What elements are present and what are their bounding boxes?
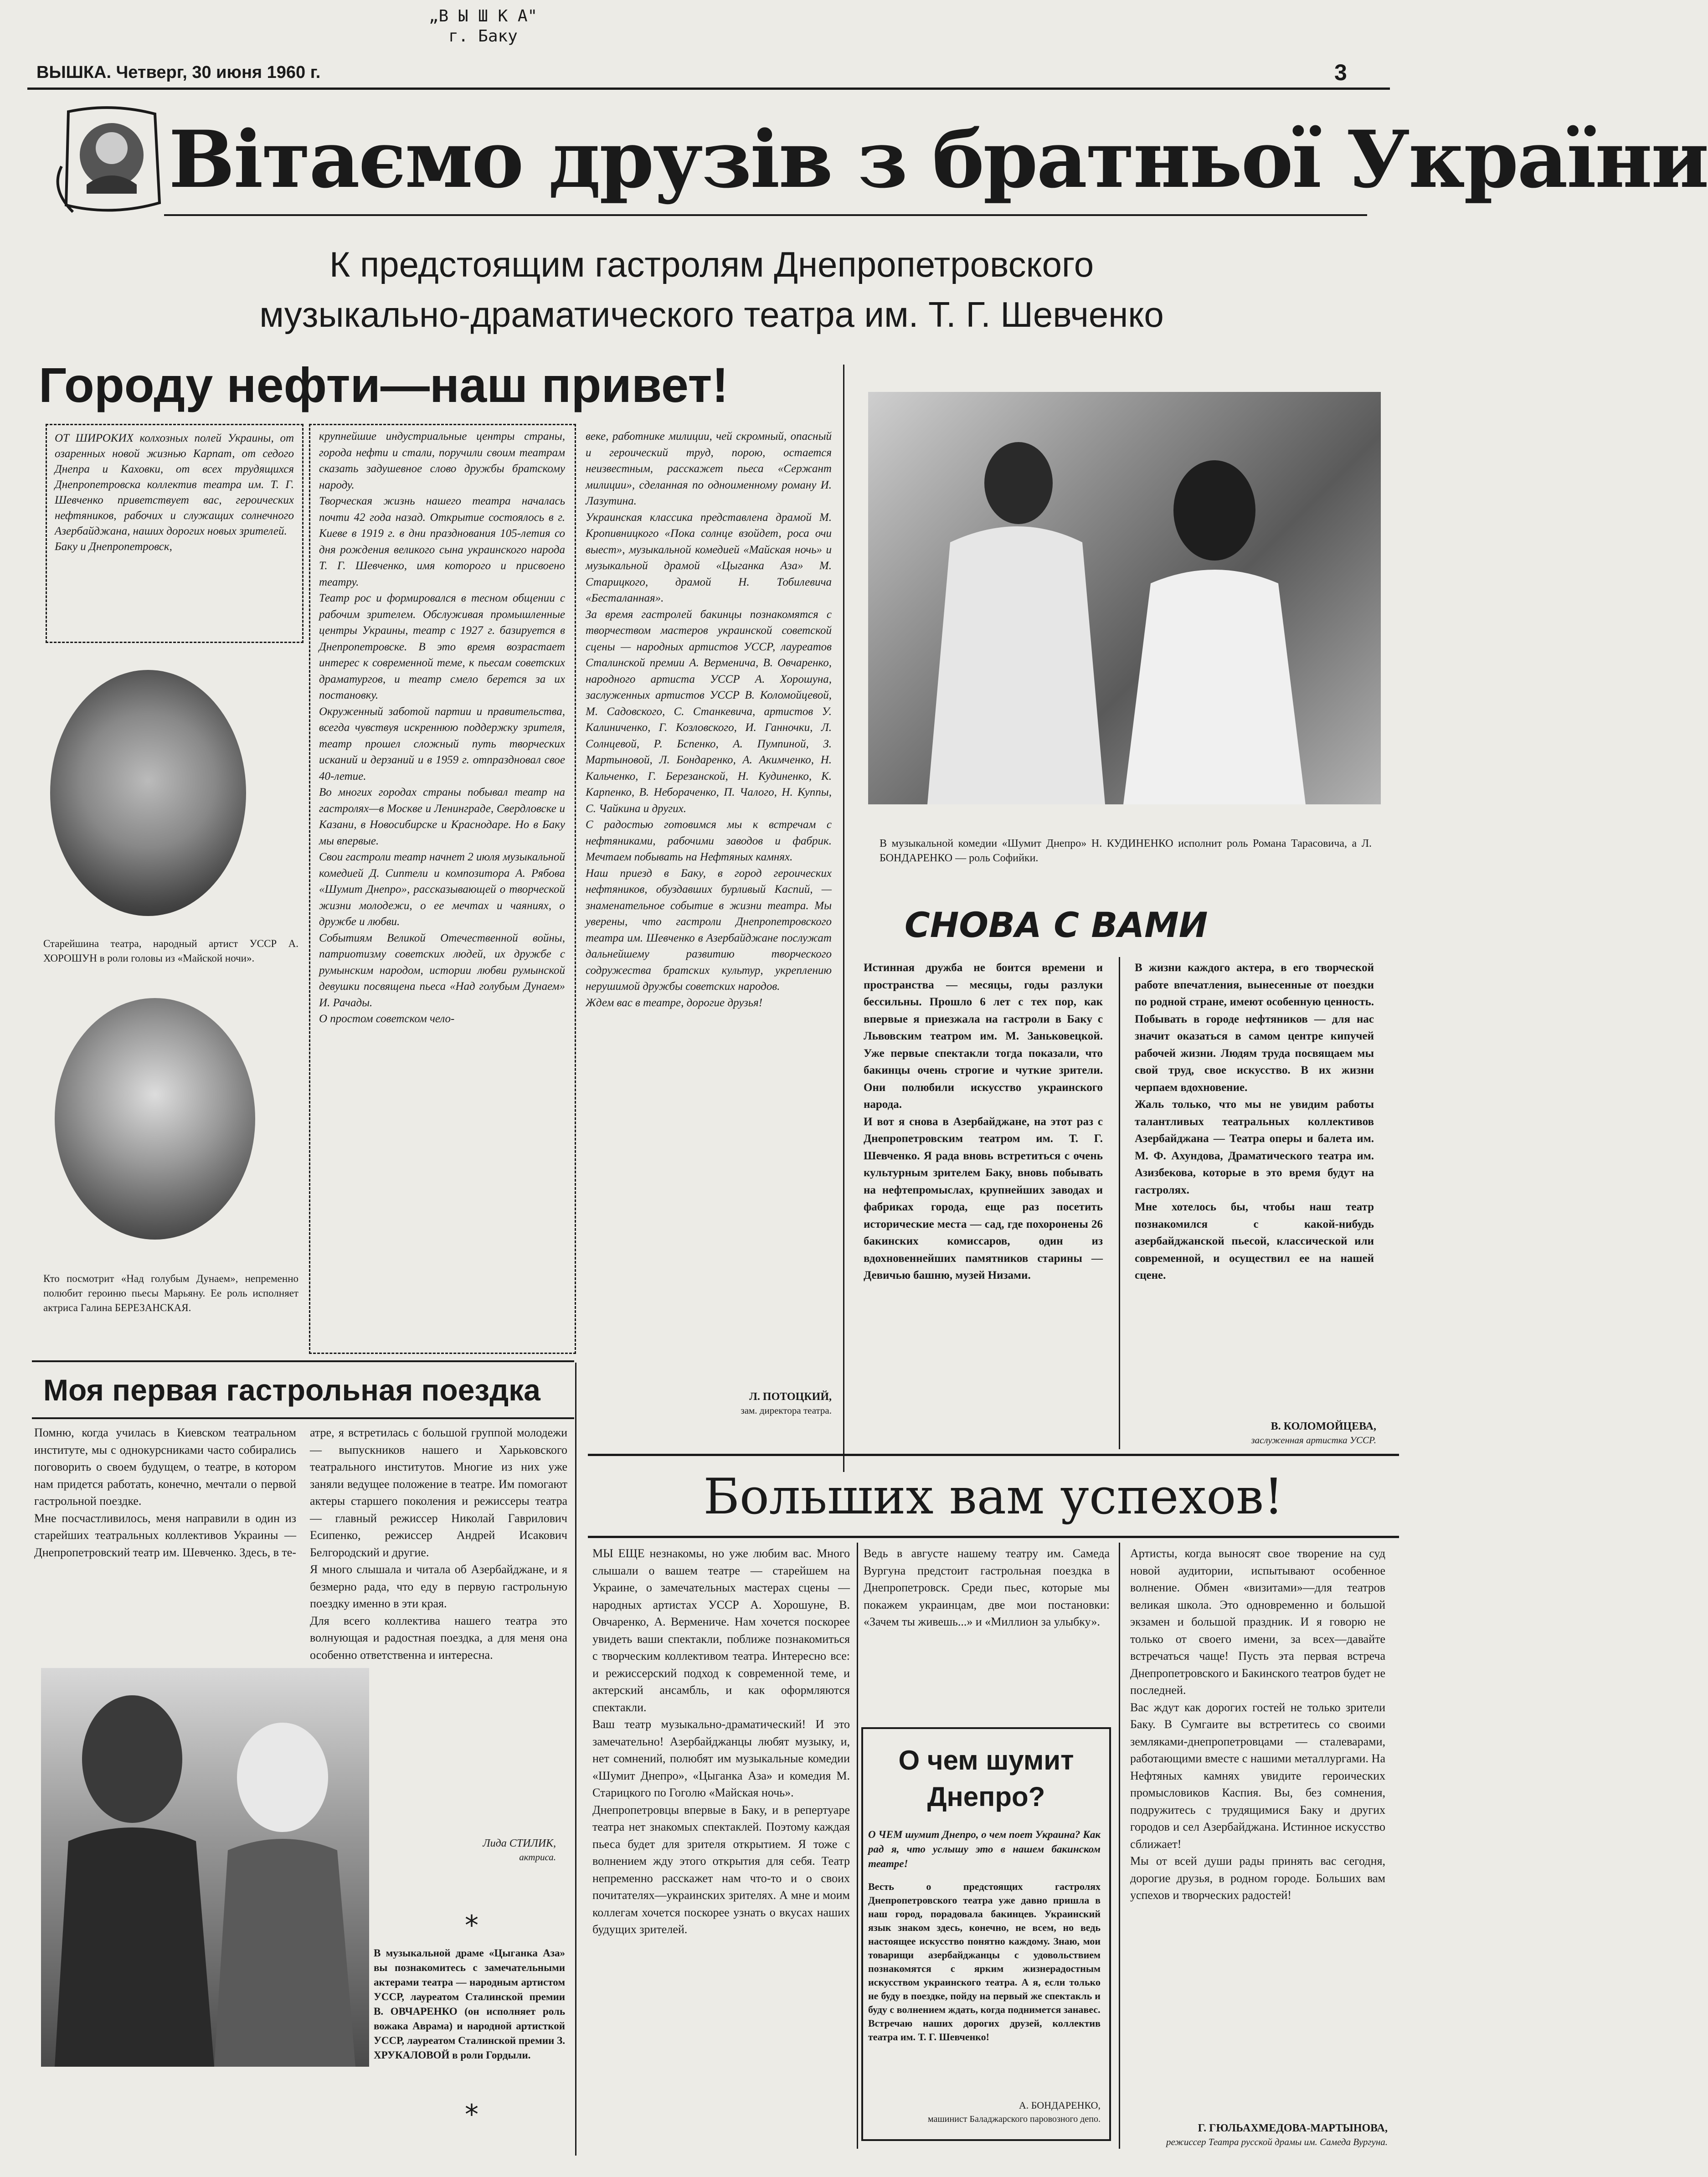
uspehov-title: Больших вам успехов!	[703, 1468, 1284, 1525]
banner-title: Вітаємо друзів з братньої України	[169, 113, 1708, 206]
poezdka-rule-bottom	[32, 1417, 574, 1419]
article-1-intro: ОТ ШИРОКИХ колхозных полей Украины, от озаренных новой жизнью Карпат, от седого Днепра и Каховки, от всех трудящихся Днепропетровска коллектив театра им. Т. Г. Шевченко приветствует вас, героических нефтяников, рабочих и служащих солнечного Азербайджана, наших дорогих новых зрителей. Баку и Днепропетровск,	[55, 432, 294, 553]
poezdka-photo-caption: В музыкальной драме «Цыганка Аза» вы познакомитесь с замечательными актерами театра — народным артистом УССР, лауреатом Сталинской премии В. ОВЧАРЕНКО (он исполняет роль вожака Аврама) и народной артисткой УССР, лауреатом Сталинской премии З. ХРУКАЛОВОЙ в роли Гордыли.	[374, 1947, 565, 2061]
column-rule-3	[857, 1543, 858, 2149]
photo-horoshun	[50, 670, 246, 916]
uspehov-signature-name: Г. ГЮЛЬАХМЕДОВА-МАРТЫНОВА,	[1198, 2122, 1388, 2134]
dnepro-signature	[868, 2099, 1101, 2126]
photo-caption-shumit-dnepro: В музыкальной комедии «Шумит Днепро» Н. КУДИНЕНКО исполнит роль Романа Тарасовича, а Л. БОНДАРЕНКО — роль Софийки.	[880, 838, 1372, 864]
snova-column-1: Истинная дружба не боится времени и пространства — месяцы, годы разлуки бессильны. Прошло 6 лет с тех пор, как впервые я приезжала на гастроли в Баку с Львовским театром им. М. Заньковецкой. Уже первые спектакли тогда показали, что бакинцы очень строгие и чуткие зрители. Они полюбили искусство украинского народа. И вот я снова в Азербайджане, на этот раз с Днепропетровским театром им. Т. Г. Шевченко. Я рада вновь встретиться с очень культурным зрителем Баку, вновь побывать на нефтепромыслах, крупнейших заводах и фабриках города, еще раз посетить исторические места — сад, где похоронены 26 бакинских комиссаров, один из вдохновеннейших памятников старины — Девичью башню, музей Низами.	[864, 962, 1103, 1281]
article-1-signature	[586, 1390, 832, 1417]
masthead-dateline: ВЫШКА. Четверг, 30 июня 1960 г.	[36, 63, 321, 82]
article-1-column-3: веке, работнике милиции, чей скромный, опасный и героический труд, порою, остается неизвестным, расскажет пьеса «Сержант милиции», сделанная по одноименному роману И. Лазутина. Украинская классика представлена драмой М. Кропивницкого «Пока солнце взойдет, роса очи выест», музыкальной комедией «Майская ночь» и музыкальной драмой «Цыганка Аза» М. Старицкого, драмой Н. Тобилевича «Бесталанная». За время гастролей бакинцы познакомятся с творчеством мастеров украинской советской сцены — народных артистов УССР, лауреатов Сталинской премии А. Верменича, В. Овчаренко, народного артиста УССР А. Хорошуна, заслуженных артистов УССР В. Коломойцевой, М. Садовского, С. Станкевича, артистов У. Калиниченко, Г. Козловского, И. Ганночки, Л. Солнцевой, Р. Бспенко, А. Пумпиной, З. Мартыновой, Л. Бондаренко, А. Акимченко, Н. Кальченко, Г. Березанской, Н. Кудиненко, К. Карпенко, В. Небораченко, П. Чалого, Н. Куппы, С. Чайкина и других. С радостью готовимся мы к встречам с нефтяниками, рабочими заводов и фабрик. Мечтаем побывать на Нефтяных камнях. Наш приезд в Баку, в город героических нефтяников, обуздавших бурливый Каспий, — знаменательное событие в жизни театра. Мы уверены, что гастроли Днепропетровского театра им. Шевченко в Азербайджане послужат дальнейшему развитию творческого содружества братских культур, укреплению нерушимой дружбы советских народов. Ждем вас в театре, дорогие друзья!	[586, 430, 832, 1009]
dnepro-intro: О ЧЕМ шумит Днепро, о чем поет Украина? Как рад я, что услышу это в нашем бакинском театре!	[868, 1829, 1101, 1869]
uspehov-rule-bottom	[588, 1536, 1399, 1538]
photo-berezanskaya	[55, 998, 255, 1240]
photo-shumit-dnepro	[868, 392, 1381, 804]
snova-signature-role: заслуженная артистка УССР.	[1251, 1435, 1376, 1446]
column-rule-4	[1119, 1543, 1120, 2149]
asterisk-ornament-1: *	[465, 1909, 478, 1941]
uspehov-column-2: Ведь в августе нашему театру им. Самеда Вургуна предстоит гастрольная поездка в Днепропетровск. Среди пьес, которые мы покажем украинцам, две мои постановки: «Зачем ты живешь...» и «Миллион за улыбку».	[864, 1547, 1110, 1628]
poezdka-column-2: атре, я встретилась с большой группой молодежи — выпускников нашего и Харьковского театрального институтов. Многие из них уже заняли ведущее положение в театре. Им помогают актеры старшего поколения и режиссеры театра — главный режиссер Николай Гаврилович Есипенко, режиссер Андрей Исакович Белгородский и другие. Я много слышала и читала об Азербайджане, и я безмерно рада, что еду в первую гастрольную поездку именно в эти края. Для всего коллектива нашего театра это волнующая и радостная поездка, а для меня она особенно ответственна и интересна.	[310, 1426, 567, 1662]
poezdka-column-1: Помню, когда училась в Киевском театральном институте, мы с однокурсниками часто собирались поговорить о своем будущем, о театре, в котором нам придется работать, конечно, мечтали о первой гастрольной поездке. Мне посчастливилось, меня направили в один из старейших театральных коллективов Украины — Днепропетровский театр им. Шевченко. Здесь, в те-	[34, 1426, 296, 1559]
uspehov-signature-role: режиссер Театра русской драмы им. Самеда Вургуна.	[1166, 2136, 1388, 2147]
uspehov-signature	[1126, 2121, 1388, 2149]
article-1-signature-name: Л. ПОТОЦКИЙ,	[749, 1391, 832, 1403]
asterisk-ornament-2: *	[465, 2099, 478, 2131]
article-1-column-2: крупнейшие индустриальные центры страны, города нефти и стали, поручили своим театрам сказать задушевное слово дружбы братскому народу. Творческая жизнь нашего театра началась почти 42 года назад. Открытие состоялось в г. Киеве в 1919 г. в дни празднования 105-летия со дня рождения великого сына украинского народа Т. Г. Шевченко, имя которого и присвоено театру. Театр рос и формировался в тесном общении с рабочим зрителем. Обслуживая промышленные центры Украины, театр с 1927 г. базируется в Днепропетровске. В это время возрастает интерес к современной теме, к пьесам советских драматургов, и театр смело берется за их постановку. Окруженный заботой партии и правительства, всегда чувствуя искреннюю поддержку зрителя, театр прошел сложный путь творческих исканий и дерзаний и в 1959 г. отпраздновал свое 40-летие. Во многих городах страны побывал театр на гастролях—в Москве и Ленинграде, Свердловске и Казани, в Новосибирске и Краснодаре. Но в Баку мы впервые. Свои гастроли театр начнет 2 июля музыкальной комедией Д. Сиптели и композитора А. Рябова «Шумит Днепро», рассказывающей о творческой жизни молодежи, о ее мечтах и чаяниях, о дружбе и любви. Событиям Великой Отечественной войны, патриотизму советских людей, их дружбе с румынским народом, истории любви румынской девушки посвящена пьеса «Над голубым Дунаем» И. Рачады. О простом советском чело-	[319, 430, 565, 1025]
poezdka-title: Моя первая гастрольная поездка	[43, 1373, 540, 1407]
stamp-line-2: г. Баку	[448, 27, 518, 46]
photo-caption-berezanskaya: Кто посмотрит «Над голубым Дунаем», непременно полюбит героиню пьесы Марьяну. Ее роль исполняет актриса Галина БЕРЕЗАНСКАЯ.	[43, 1273, 298, 1313]
banner-scroll-emblem	[55, 103, 169, 221]
poezdka-signature-role: актриса.	[519, 1852, 556, 1863]
uspehov-column-1: МЫ ЕЩЕ незнакомы, но уже любим вас. Много слышали о вашем театре — старейшем на Украине, о замечательных мастерах сцены — народных артистах УССР А. Хорошуне, В. Овчаренко, А. Вермениче. Нам хочется поскорее увидеть ваши спектакли, поближе познакомиться с творческим коллективом театра. Интересно все: и режиссерский подход к современной теме, и актерский ансамбль, и как оформляются спектакли. Ваш театр музыкально-драматический! И это замечательно! Азербайджанцы любят музыку, и, нет сомнений, полюбят им музыкальные комедии «Шумит Днепро», «Цыганка Аза» и комедия М. Старицкого по Гоголю «Майская ночь». Днепропетровцы впервые в Баку, и в репертуаре театра нет знакомых спектаклей. Поэтому каждая пьеса будет для зрителя открытием. Я тоже с волнением жду этого открытия для себя. Театр непременно расскажет нам что-то и о своих почитателях—украинских зрителях. А мне и моим коллегам хочется поскорее узнать о вкусах наших будущих зрителей.	[592, 1547, 850, 1936]
stamp-line-1: „В Ы Ш К А"	[428, 7, 538, 26]
column-rule-snova	[1119, 957, 1120, 1449]
dnepro-signature-name: А. БОНДАРЕНКО,	[1019, 2100, 1101, 2111]
dnepro-body: Весть о предстоящих гастролях Днепропетровского театра уже давно пришла в наш город, порадовала бакинцев. Украинский язык знаком здесь, конечно, не всем, но ведь настоящее искусство понятно каждому. Знаю, мои товарищи азербайджанцы с удовольствием познакомятся с ярким жизнерадостным искусством украинского театра. А я, если только не буду в поездке, пойду на первый же спектакль и буду с волнением ждать, когда поднимется занавес. Встречаю наших дорогих друзей, коллектив театра им. Т. Г. Шевченко!	[868, 1881, 1101, 2043]
column-rule-1	[843, 365, 844, 1472]
uspehov-column-3: Артисты, когда выносят свое творение на суд новой аудитории, испытывают особенное волнение. Обмен «визитами»—для театров великая школа. Это одновременно и большой экзамен и большой праздник. И я говорю не только от своего имени, за всех—давайте встречаться чаще! Пусть эта первая встреча Днепропетровского и Бакинского театров будет не последней. Вас ждут как дорогих гостей не только зрители Баку. В Сумгаите вы встретитесь со своими земляками-днепропетровцами — сталеварами, работающими вместе с нашими металлургами. На Нефтяных камнях увидите героических промысловиков Каспия. Вы, без сомнения, подружитесь с трудящимися Баку и других городов и сел Азербайджана. Истинное искусство сближает! Мы от всей души рады принять вас сегодня, дорогие друзья, в родном городе. Больших вам успехов и творческих радостей!	[1130, 1547, 1385, 1902]
column-rule-2	[575, 1363, 576, 2156]
photo-tsyganka-aza	[41, 1668, 369, 2067]
article-1-signature-role: зам. директора театра.	[741, 1405, 832, 1416]
snova-column-2: В жизни каждого актера, в его творческой работе впечатления, вынесенные от поездки по родной стране, имеют особенную ценность. Побывать в городе нефтяников — для нас значит оказаться в самом центре кипучей рабочей жизни. Людям труда посвящаем мы свой труд, свое искусство. В их жизни черпаем вдохновение. Жаль только, что мы не увидим работы талантливых театральных коллективов Азербайджана — Театра оперы и балета им. М. Ф. Ахундова, Драматического театра им. Азизбекова, которые в это время будут на гастролях. Мне хотелось бы, чтобы наш театр познакомился с какой-нибудь азербайджанской пьесой, классической или современной, и осуществил ее на нашей сцене.	[1135, 962, 1374, 1281]
subtitle-line-2: музыкально-драматического театра им. Т. Г. Шевченко	[259, 294, 1164, 335]
article-1-title: Городу нефти—наш привет!	[39, 357, 729, 412]
dnepro-signature-role: машинист Баладжарского паровозного депо.	[927, 2114, 1101, 2124]
snova-signature	[1135, 1420, 1376, 1447]
page-number: 3	[1334, 60, 1347, 85]
banner-underline	[164, 214, 1367, 216]
subtitle-line-1: К предстоящим гастролям Днепропетровского	[329, 244, 1094, 284]
snova-title: СНОВА С ВАМИ	[905, 905, 1208, 945]
masthead-rule	[27, 87, 1390, 90]
uspehov-rule-top	[588, 1454, 1399, 1456]
photo-caption-horoshun: Старейшина театра, народный артист УССР А. ХОРОШУН в роли головы из «Майской ночи».	[43, 938, 298, 964]
dnepro-title-line-1: О чем шумит	[898, 1745, 1074, 1776]
poezdka-rule-top	[32, 1360, 574, 1362]
poezdka-signature-name: Лида СТИЛИК,	[483, 1837, 556, 1849]
newspaper-stamp	[406, 6, 561, 46]
snova-signature-name: В. КОЛОМОЙЦЕВА,	[1271, 1420, 1376, 1432]
dnepro-title-line-2: Днепро?	[927, 1781, 1045, 1812]
